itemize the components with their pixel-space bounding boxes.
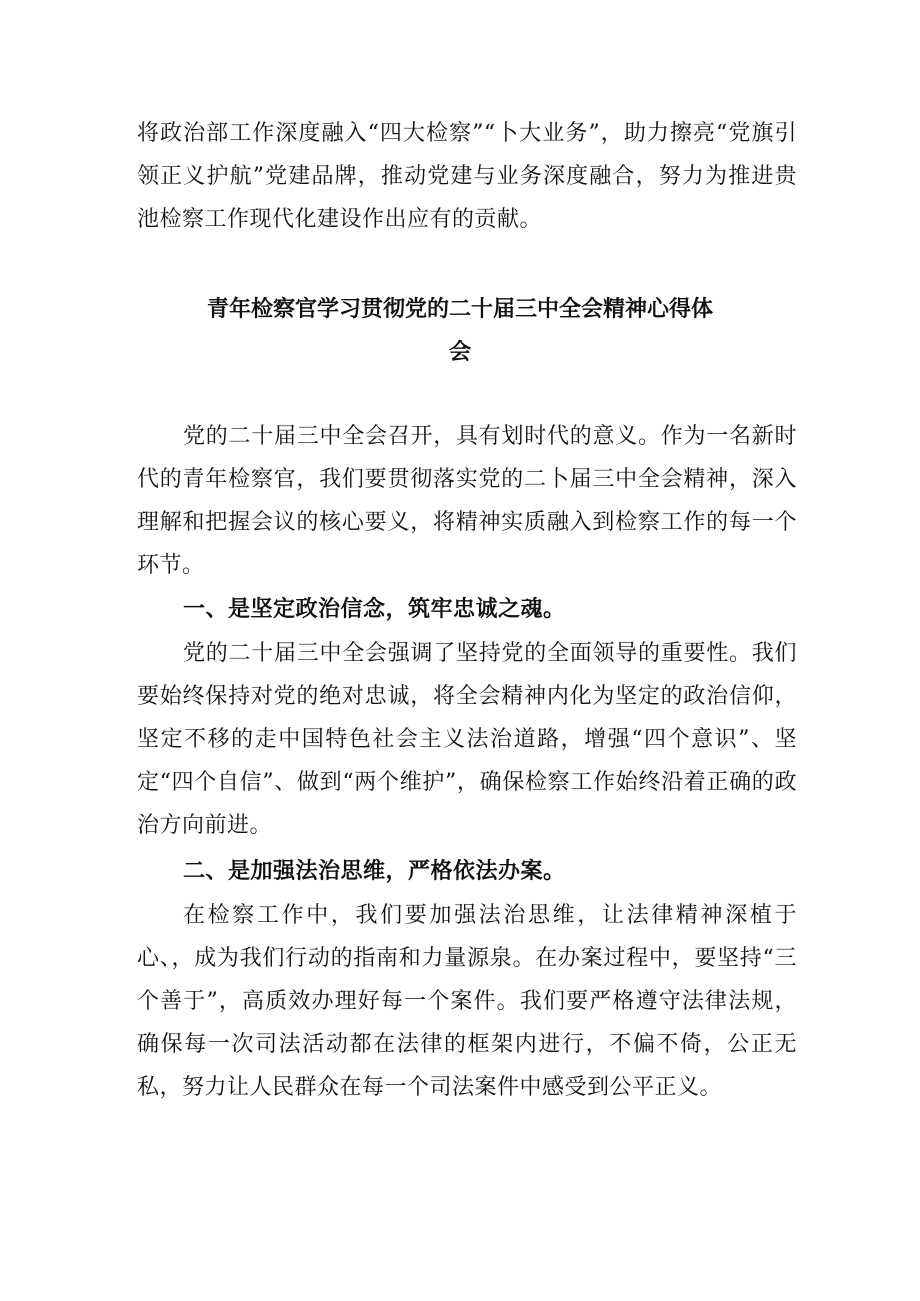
section-2-body: 在检察工作中，我们要加强法治思维，让法律精神深植于心、，成为我们行动的指南和力量源泉。在办案过程中，要坚持“三个善于”，高质效办理好每一个案件。我们要严格遵守法律法规，确保每一次司法活动都在法律的框架内进行，不偏不倚，公正无私，努力让人民群众在每一个司法案件中感受到公平正义。 <box>137 903 797 1100</box>
section-2-heading: 二、是加强法治思维，严格依法办案。 <box>183 859 566 884</box>
opening-paragraph: 党的二十届三中全会召开，具有划时代的意义。作为一名新时代的青年检察官，我们要贯彻落实党的二卜届三中全会精神，深入理解和把握会议的核心要义，将精神实质融入到检察工作的每一个环节。 <box>137 424 797 578</box>
title-line-2: 会 <box>448 340 471 365</box>
document-title <box>160 288 760 374</box>
section-1-heading: 一、是坚定政治信念，筑牢忠诚之魂。 <box>183 597 566 622</box>
intro-paragraph: 将政治部工作深度融入“四大检察”“卜大业务”，助力擦亮“党旗引领正义护航”党建品牌，推动党建与业务深度融合，努力为推进贵池检察工作现代化建设作出应有的贡献。 <box>137 121 797 232</box>
section-1-body: 党的二十届三中全会强调了坚持党的全面领导的重要性。我们要始终保持对党的绝对忠诚，将全会精神内化为坚定的政治信仰，坚定不移的走中国特色社会主义法治道路，增强“四个意识”、坚定“四个自信”、做到“两个维护”，确保检察工作始终沿着正确的政治方向前进。 <box>137 641 797 838</box>
title-line-1: 青年检察官学习贯彻党的二十届三中全会精神心得体 <box>206 297 713 322</box>
